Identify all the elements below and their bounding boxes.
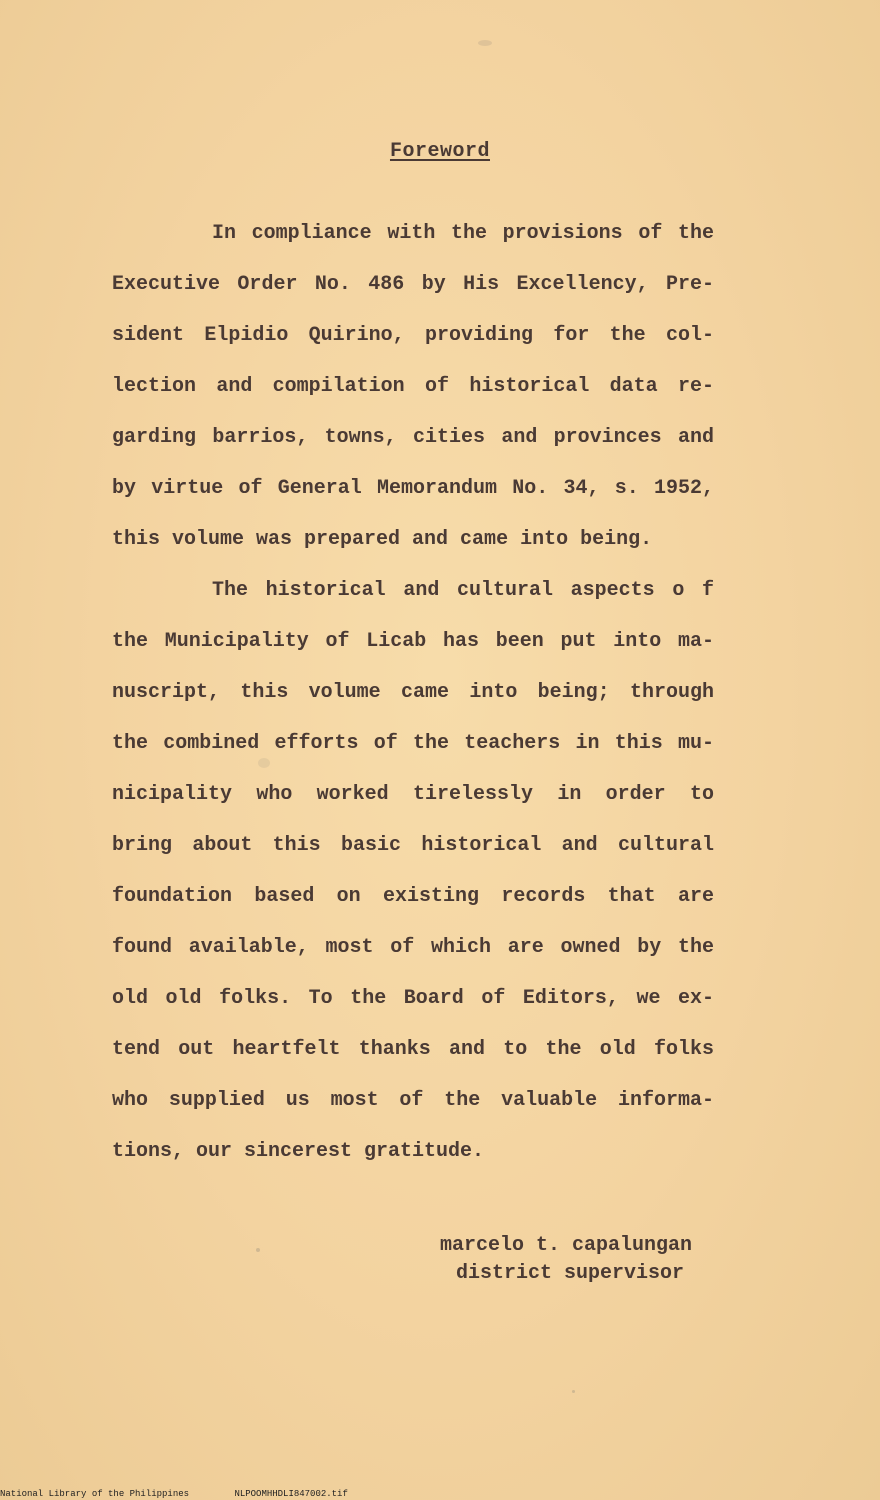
footer-source: National Library of the Philippines: [0, 1489, 190, 1499]
text-line: found available, most of which are owned by the: [112, 936, 714, 959]
text-line: nicipality who worked tirelessly in order to: [112, 783, 714, 806]
paper-speck: [572, 1390, 575, 1393]
text-line: The historical and cultural aspects o f: [212, 579, 714, 602]
paper-speck: [258, 758, 270, 768]
text-line: foundation based on existing records that are: [112, 885, 714, 908]
text-line: this volume was prepared and came into being.: [112, 528, 653, 551]
text-line: tions, our sincerest gratitude.: [112, 1140, 485, 1163]
text-line: lection and compilation of historical data re-: [112, 375, 714, 398]
text-line: the Municipality of Licab has been put into ma-: [112, 630, 714, 653]
text-line: who supplied us most of the valuable informa-: [112, 1089, 714, 1112]
text-line: bring about this basic historical and cultural: [112, 834, 714, 857]
text-line: tend out heartfelt thanks and to the old folks: [112, 1038, 714, 1061]
signature-name: marcelo t. capalungan: [440, 1234, 693, 1257]
paper-speck: [478, 40, 492, 46]
paper-speck: [256, 1248, 260, 1252]
text-line: In compliance with the provisions of the: [212, 222, 714, 245]
signature-position: district supervisor: [456, 1262, 685, 1285]
page-title: Foreword: [389, 140, 490, 163]
text-line: by virtue of General Memorandum No. 34, s. 1952,: [112, 477, 714, 500]
text-line: the combined efforts of the teachers in this mu-: [112, 732, 714, 755]
text-line: Executive Order No. 486 by His Excellency, Pre-: [112, 273, 714, 296]
text-line: old old folks. To the Board of Editors, we ex-: [112, 987, 714, 1010]
text-line: garding barrios, towns, cities and provinces and: [112, 426, 714, 449]
footer-filename: NLPOOMHHDLI847002.tif: [234, 1489, 348, 1499]
body-text: [112, 208, 714, 1177]
text-line: sident Elpidio Quirino, providing for the col-: [112, 324, 714, 347]
text-line: nuscript, this volume came into being; through: [112, 681, 714, 704]
signature-block: [440, 1232, 692, 1288]
scan-footer: [0, 1489, 348, 1499]
